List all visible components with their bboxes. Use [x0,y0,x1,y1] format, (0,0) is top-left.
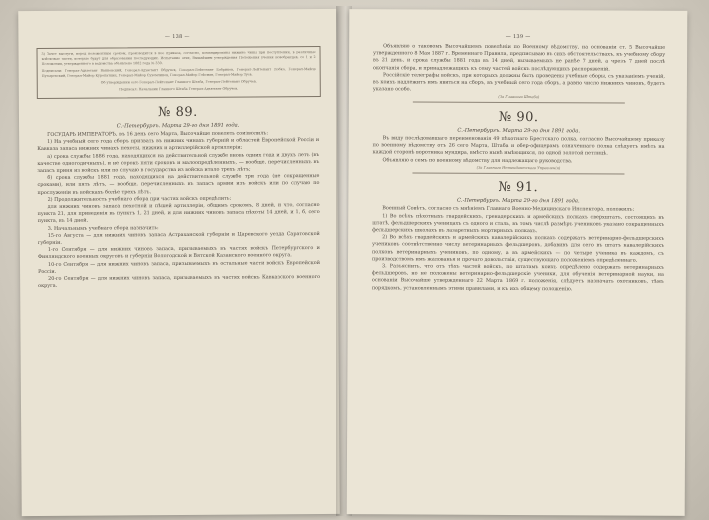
paragraph: а) срока службы 1886 года, находящихся на действительной службе вновь одних года и двухъ летъ (въ качестве одногодичныхъ), и не сорокъ пяти сроковъ и малоопредѣленныхъ, — вообще, перечисленныхъ въ запасъ приня из войскъ или по случаю в государства из войска итало трехъ лѣтъ; [37,151,320,175]
order-date-91: С.-Петербургъ. Марта 29-го дня 1891 года. [456,198,580,205]
divider [413,102,625,104]
paragraph: 15-го Августа — для нижних чиновъ запаса Астраханской губерніи и Царевского уезда Саратовской губерніи. [37,230,320,247]
right-page [347,9,688,516]
order-text-90: Въ виду послѣдовавшаго переименованія 49 пѣхотнаго Брестскаго полка, согласно Высочайшему приказу по военному вѣдомству отъ 26 сего Марта, Штаба и обер-офицерамъ означеннаго полка слѣдуетъ имѣть на каждой сторонѣ воротника мундира, вмѣсто нынѣ имѣющихся, по одной золотой петлицѣ. [372,135,665,157]
notice-signed: Подписал: Начальник Главного Штаба Генерал-Адъютант Обручев. [119,86,239,92]
intro-paragraph: Россійскіе телеграфы войскъ, при которыхъ должны быть проведены учебные сборы, съ указаніемъ ученій, въ коихъ надлежитъ имъ явиться на сборъ, въ учебный сего года сборъ, а равно число нижнихъ чиновъ, будетъ указано особо. [372,72,665,93]
paragraph: 2) Во всѣхъ гвардейскихъ и армейскихъ кавалерійскихъ полкахъ содержатъ ветеринарно-фельдшерскихъ учениковъ соотвѣтственно числу ветеринарныхъ фельдшеровъ, добавивъ для сего въ штатъ кавалерійскихъ полковъ ветеринарныхъ учениковъ, по одному, а въ армейскихъ — по четыре ученика въ каждомъ, съ производствомъ имъ жалованья и прочаго довольствія, существующаго положеніемъ опредѣленнаго. [372,234,665,264]
order-closing-90: Объявляю о семъ по военному вѣдомству для надлежащаго руководства. [382,156,573,164]
paragraph: 2) Продолжительность учебнаго сбора при частях войскъ опредѣлить: [47,195,232,203]
source-note: (За Главнаго Штаба) [498,95,540,100]
paragraph: 1) На учебный сего года сборъ призвать въ нижних чинахъ губерній и областей Европейской Россіи и Кавказа запаса нижних чинахъ пехоты, нижних и артиллерійской артиллеріи: [37,137,320,153]
order-date-90: С.-Петербургъ. Марта 29-го дня 1891 года. [457,127,581,135]
order-number-90: № 90. [498,109,539,126]
source-note: (За Главнаго Интендантскаго Управленія) [476,165,561,171]
notice-intro: 3) Зачет выслуги, перед положенным сроком, производится в нее приказа, согласно, командированы нижние чины при поступлении, в различные войсковые части, которые будут для образования последующих. Испытание этих, Вышайшим утверждения Положения учения новобранцев, со 1 и 2 Положения, утвержденного в ведомства объявлено 1882 года № 330. [41,50,316,66]
intro-paragraph: Объявляю о таковомъ Высочайшемъ повелѣніи по Военному вѣдомству, на основаніи ст. 5 Высочайше утвержденного 8 Мая 1887 г. Временнаго Правила, предписываю въ сихъ обстоятельствахъ, къ учебному сбору въ 21 день, и срока службы 1881 года въ 14 дней, вызываемыхъ не ранѣе 7 дней, а чрезъ 7 дней послѣ окончанія сбора, и принадлежащихъ къ сему частей войскъ послѣдующихъ распоряженій. [373,43,666,73]
paragraph: б) срока службы 1881 года, находящихся на действительной службе три года (не сокращенные сроками), или пять лѣтъ, — вообще, перечисленныхъ въ запасъ армии изъ войскъ или по случаю по прослуженіи въ войскахъ болѣе трехъ лѣтъ. [37,173,320,196]
left-page [18,9,340,516]
left-column [19,104,338,291]
order-preamble-91: Военный Совѣтъ, согласно съ мнѣніемъ Главнаго Военно-Медицинскаго Инспектора, положилъ: [382,205,635,214]
paragraph: 1-го Сентября — для нижних чиновъ запаса, призываемыхъ въ частях войскъ Петербургского и Финляндского военных округовъ и губерніи Вологодской и Вятской Казанского военного округа. [37,245,320,261]
paragraph: 1) Во всѣхъ пѣхотныхъ гвардейскихъ, гренадерскихъ и армейскихъ полкахъ сверхштатъ, состоящихъ въ штатѣ, фельдшерскихъ ученицахъ съ одного и сталь, въ томъ числѣ размѣръ учениковъ указано сокращенныхъ фельдшерскихъ школахъ въ лазаретныхъ мортирныхъ полкахъ. [372,212,665,235]
paragraph: 3. Начальнымъ учебнаго сбора назначить: [47,224,159,232]
notice-box [36,46,320,99]
order-preamble-89: ГОСУДАРЬ ИМПЕРАТОРЪ, въ 16 день сего Марта, Высочайше повелеть соизволилъ: [47,130,269,138]
right-page-number: — 139 — [505,33,531,41]
order-number-91: № 91. [498,180,539,196]
paragraph: 10-го Сентября — для нижних чиновъ запаса, призываемыхъ въ остальные части войскъ Европейской Россіи. [38,259,321,275]
divider [412,172,624,174]
order-number-89: № 89. [158,104,198,121]
notice-signatories: Подписали: Генерал-Адъютант Ванновский, Генерал-Адъютант Обручев, Генерал-Лейтенант Бобриков, Генерал-Лейтенант Лобко, Генерал-Майор Пузыревский, Генерал-Майор Куропаткин, Генерал-Майор Сухомлинов, Генерал-Майор Гейсман, Генерал-Майор Зуев. [41,67,316,78]
paragraph: для нижних чиновъ запаса пехотной и пѣшей артиллеріи, общимъ срокомъ, 8 дней, и что, согласно пункта 21, для приведенія вь пунктъ 1, 21 дней, и для нижних чиновъ запаса пѣхоты 14 дней, и 1, б, сего пункта, въ 14 дней. [37,202,320,225]
paragraph: 3. Разъяснить, что отъ тѣхъ частей войскъ, по штатамъ коихъ опредѣлено содержать ветеринарныхъ фельдшеровъ, но не положены ветеринарно-фельдшерскіе ученики, для обученія ветеринарной науки, на основаніи Высочайше утвержденнаго 22 Марта 1869 г. положенія, слѣдуетъ назначать охотниковъ, тѣмъ порядкомъ, установленнымъ этими правилами, и къ ихъ общему положенію. [371,263,664,292]
paragraph: 20-го Сентября — для нижних чиновъ запаса, призываемыхъ въ частях войскъ Кавказского военного округа. [38,274,321,290]
right-column [348,39,687,294]
left-page-number: — 138 — [164,33,190,41]
notice-confirmed: Об утверждении сего Генерал-Лейтенант Главного Штаба, Генерал-Лейтенант Обручев. [100,79,257,85]
order-date-89: С.-Петербургъ. Марта 29-го дня 1891 года. [116,122,240,130]
